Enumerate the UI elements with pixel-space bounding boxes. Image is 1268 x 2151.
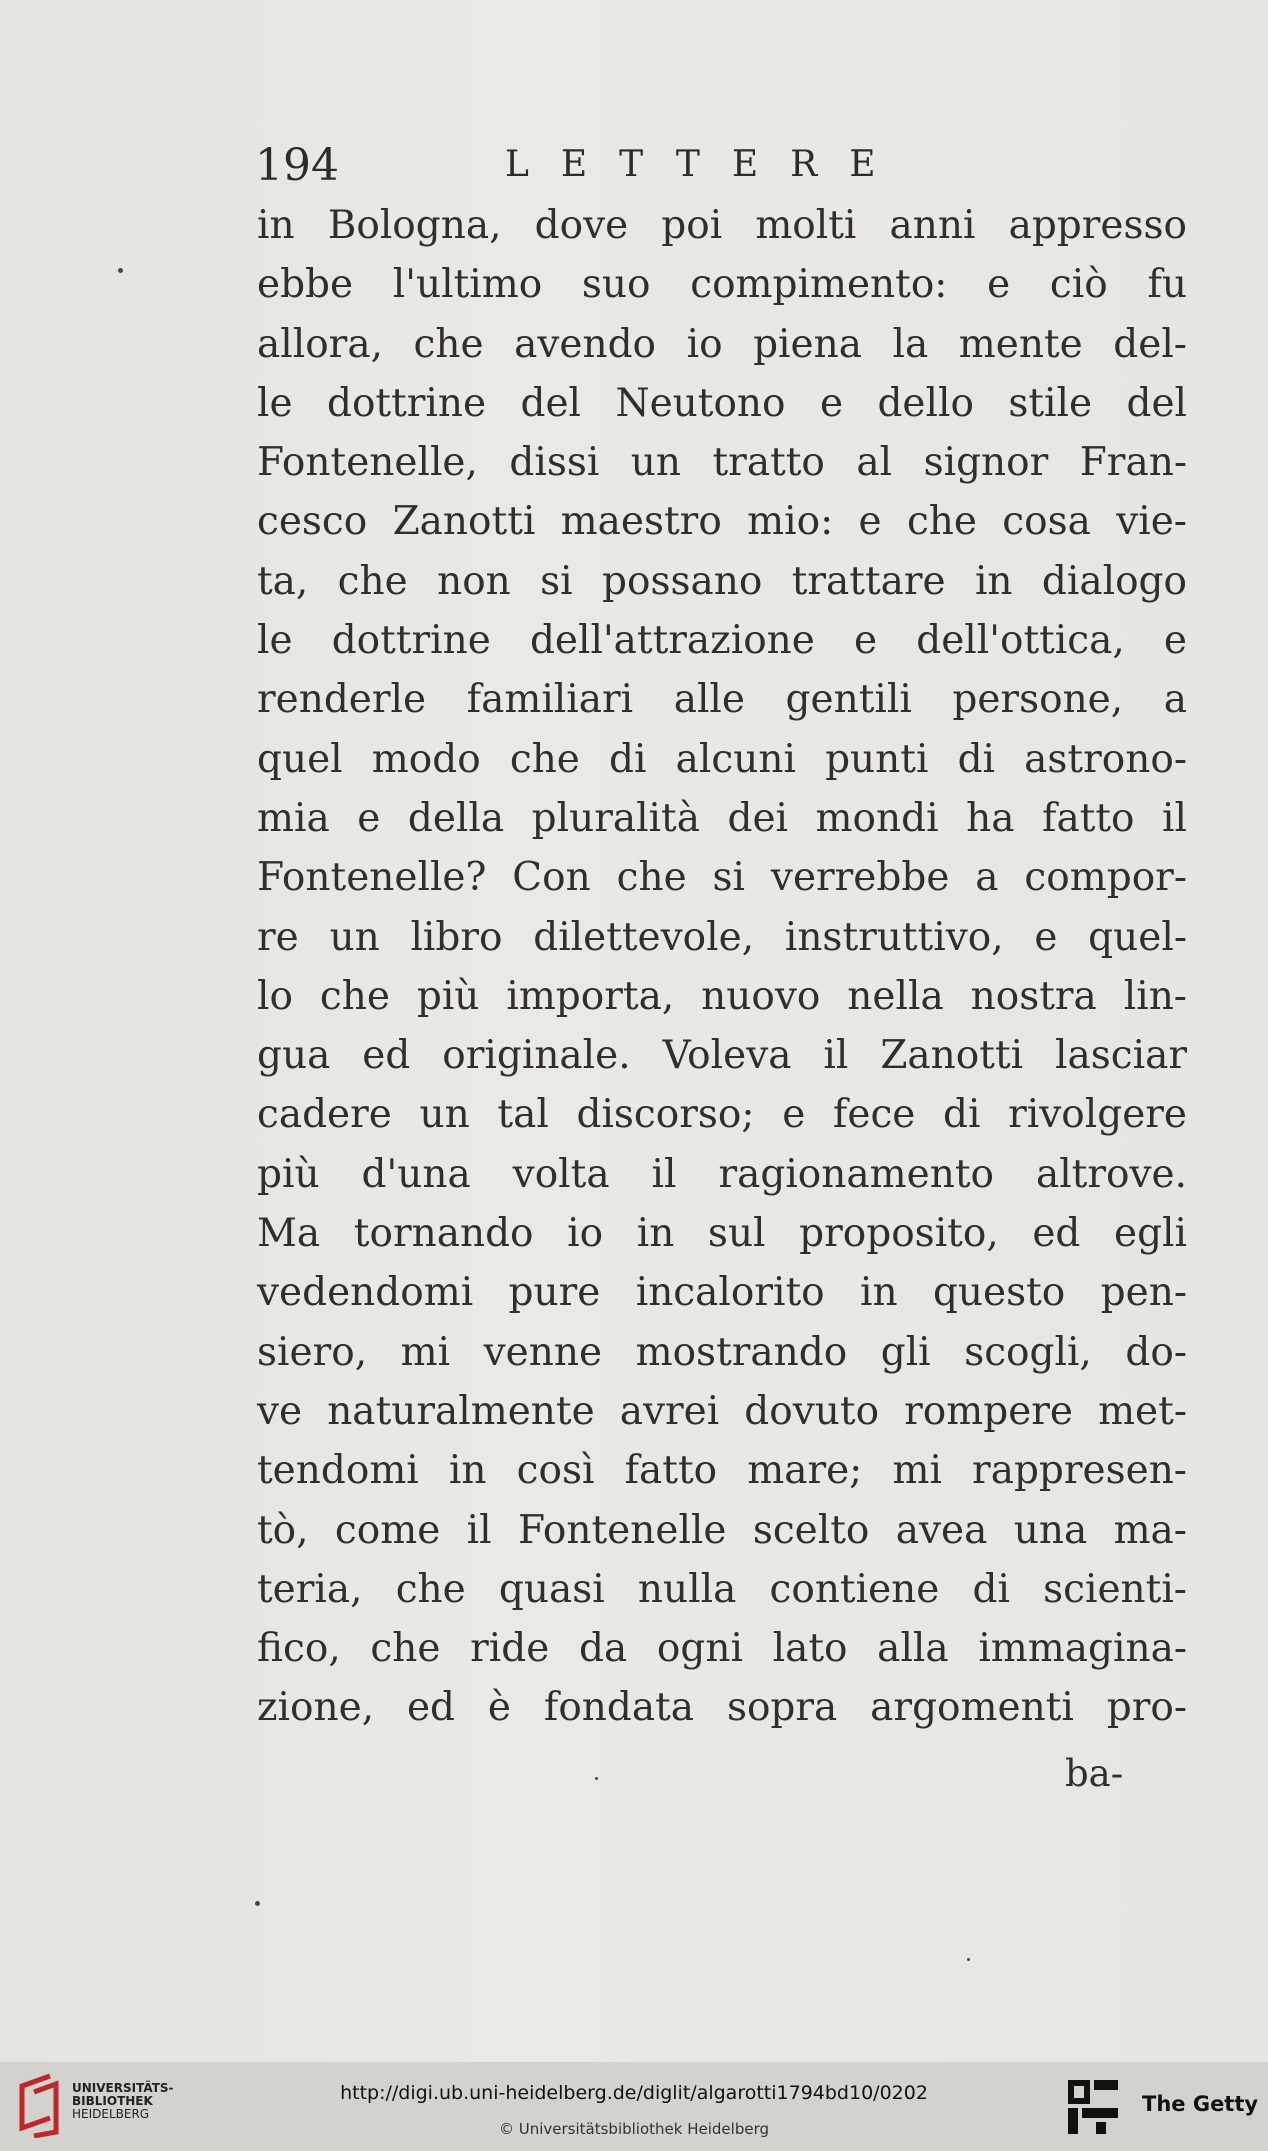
text-line: le dottrine del Neutono e dello stile del — [257, 380, 1187, 426]
paper-speck — [595, 1777, 598, 1780]
copyright-notice: © Universitätsbibliothek Heidelberg — [498, 2120, 769, 2138]
permalink-url[interactable]: http://digi.ub.uni-heidelberg.de/diglit/algarotti1794bd10/0202 — [340, 2082, 928, 2104]
text-line: cesco Zanotti maestro mio: e che cosa vie- — [257, 499, 1187, 545]
text-line: allora, che avendo io piena la mente del- — [257, 321, 1187, 367]
text-line: renderle familiari alle gentili persone, a — [257, 677, 1187, 723]
body-text — [257, 196, 1187, 1738]
running-title: LETTERE — [505, 144, 908, 185]
text-line: quel modo che di alcuni punti di astrono- — [257, 736, 1187, 782]
logo-line: BIBLIOTHEK — [72, 2094, 153, 2108]
paper-speck — [967, 1958, 970, 1961]
viewer-footer — [0, 2062, 1268, 2151]
getty-name: The Getty — [1142, 2092, 1259, 2116]
catchword: ba- — [1065, 1752, 1124, 1795]
text-line: fico, che ride da ogni lato alla immagina- — [257, 1626, 1187, 1672]
logo-line: HEIDELBERG — [72, 2107, 150, 2121]
paper-speck — [255, 1901, 260, 1906]
text-line: Ma tornando io in sul proposito, ed egli — [257, 1211, 1187, 1257]
text-line: siero, mi venne mostrando gli scogli, do- — [257, 1329, 1187, 1375]
logo-line: UNIVERSITÄTS- — [72, 2081, 174, 2095]
text-line: teria, che quasi nulla contiene di scienti- — [257, 1566, 1187, 1612]
text-line: lo che più importa, nuovo nella nostra lin- — [257, 973, 1187, 1019]
text-line: ta, che non si possano trattare in dialogo — [257, 558, 1187, 604]
text-line: gua ed originale. Voleva il Zanotti lasciar — [257, 1033, 1187, 1079]
text-line: cadere un tal discorso; e fece di rivolgere — [257, 1092, 1187, 1138]
text-line: in Bologna, dove poi molti anni appresso — [257, 203, 1187, 248]
text-line: tendomi in così fatto mare; mi rappresen- — [257, 1448, 1187, 1494]
getty-logo-icon — [1066, 2078, 1120, 2136]
paper-speck — [118, 268, 123, 273]
text-line: ebbe l'ultimo suo compimento: e ciò fu — [257, 262, 1187, 308]
text-line: mia e della pluralità dei mondi ha fatto il — [257, 795, 1187, 841]
text-line: tò, come il Fontenelle scelto avea una ma- — [257, 1507, 1187, 1553]
text-line: re un libro dilettevole, instruttivo, e quel- — [257, 914, 1187, 960]
text-line: le dottrine dell'attrazione e dell'ottica, e — [257, 618, 1187, 664]
text-line: vedendomi pure incalorito in questo pen- — [257, 1270, 1187, 1316]
text-line: Fontenelle? Con che si verrebbe a compor- — [257, 855, 1187, 901]
text-line: più d'una volta il ragionamento altrove. — [257, 1151, 1187, 1197]
text-line: ve naturalmente avrei dovuto rompere met- — [257, 1388, 1187, 1434]
page-header — [255, 140, 1215, 190]
text-line: zione, ed è fondata sopra argomenti pro- — [257, 1685, 1187, 1731]
text-line: Fontenelle, dissi un tratto al signor Fran- — [257, 440, 1187, 486]
page-number: 194 — [255, 140, 339, 191]
